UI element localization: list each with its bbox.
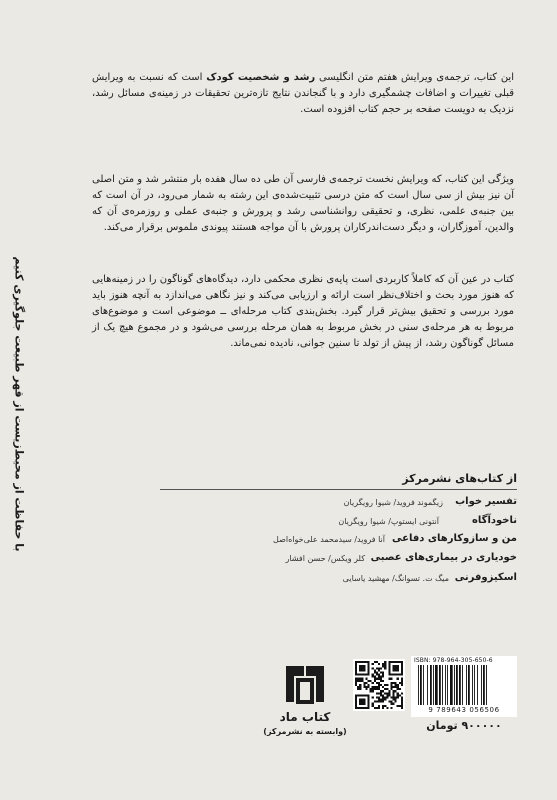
book-list-item xyxy=(117,515,517,531)
description-paragraph-1 xyxy=(92,70,514,118)
publisher-logo-icon xyxy=(282,662,328,706)
book-title: خودیاری در بیماری‌های عصبی xyxy=(370,552,517,563)
environment-slogan-text: با حفاظت از محیط‌زیست از قهر طبیعت جلوگیری کنیم xyxy=(12,256,26,552)
publisher-books-heading: از کتاب‌های نشرمرکز xyxy=(402,472,517,485)
book-authors: آنتونی ایستوپ/ شیوا رویگریان xyxy=(338,517,439,526)
book-title: من و سازوکارهای دفاعی xyxy=(392,533,517,544)
publisher-name: کتاب ماد xyxy=(279,710,331,724)
book-title: تفسیر خواب xyxy=(455,496,517,507)
book-title-highlight: رشد و شخصیت کودک xyxy=(206,72,316,83)
qr-code-icon xyxy=(353,659,405,711)
description-paragraph-2: ویژگی این کتاب، که ویرایش نخست ترجمه‌ی فارسی آن طی ده سال هفده بار منتشر شد و متن اصلی آن نیز بیش از سی سال است که متن درسی تثبیت‌شده‌ی این رشته به شمار می‌رود، در آن است که بین جنبه‌ی علمی، نظری، و تحقیقی روانشناسی رشد و پرورش و جنبه‌ی عملی و روزمره‌ی آن که والدین، آموزگاران، و دیگر دست‌اندرکاران پرورش با آن مواجه هستند پیوندی ملموس برقرار می‌کند. xyxy=(92,174,514,233)
description-p1-start: این کتاب، ترجمه‌ی ویرایش هفتم متن انگلیسی xyxy=(315,72,514,83)
books-divider xyxy=(160,489,517,490)
book-list-item xyxy=(117,572,517,588)
barcode-number: 9 789643 056506 xyxy=(428,706,500,714)
book-list-item xyxy=(117,552,517,568)
isbn-label: ISBN: 978-964-305-650-6 xyxy=(414,657,493,664)
description-paragraph-3: کتاب در عین آن که کاملاً کاربردی است پایه‌ی نظری محکمی دارد، دیدگاه‌های گوناگون را در زمینه‌هایی که هنوز مورد بحث و اختلاف‌نظر است ارائه و ارزیابی می‌کند و نیز نگاهی می‌اندازد به آنچه هنوز باید مورد بررسی و تحقیق بیش‌تر قرار گیرد. بخش‌بندی کتاب مرحله‌ای ــ موضوعی است و موضوع‌های مربوط به هر مرحله‌ی سنی در بخش مربوط به همان مرحله بررسی می‌شود و در مجموع هیچ یک از مسائل گوناگون رشد، از پیش از تولد تا سنین جوانی، نادیده نمی‌ماند. xyxy=(92,274,514,349)
book-authors: زیگموند فروید/ شیوا رویگریان xyxy=(343,498,443,507)
isbn-barcode xyxy=(411,656,517,717)
book-authors: کلر ویکس/ حسن افشار xyxy=(285,554,365,563)
barcode-bars xyxy=(417,665,511,705)
book-authors: آنا فروید/ سیدمحمد علی‌خواه‌اصل xyxy=(273,535,385,544)
book-title: اسکیزوفرنی xyxy=(454,572,517,583)
environment-slogan xyxy=(5,258,33,550)
price-label: ۹۰۰۰۰۰ تومان xyxy=(426,719,502,732)
book-list-item xyxy=(117,533,517,549)
book-list-item xyxy=(117,496,517,512)
book-title: ناخودآگاه xyxy=(471,515,517,526)
publisher-subtitle: (وابسته به نشرمرکز) xyxy=(263,727,347,736)
description-p1-end: است که نسبت به ویرایش قبلی تغییرات و اضافات چشمگیری دارد و با گنجاندن نتایج تازه‌ترین تحقیقات در زمینه‌ی مسائل رشد، نزدیک به دویست صفحه بر حجم کتاب افزوده است. xyxy=(92,72,514,115)
book-authors: میگ ت. تسوانگ/ مهشید یاسایی xyxy=(342,574,449,583)
